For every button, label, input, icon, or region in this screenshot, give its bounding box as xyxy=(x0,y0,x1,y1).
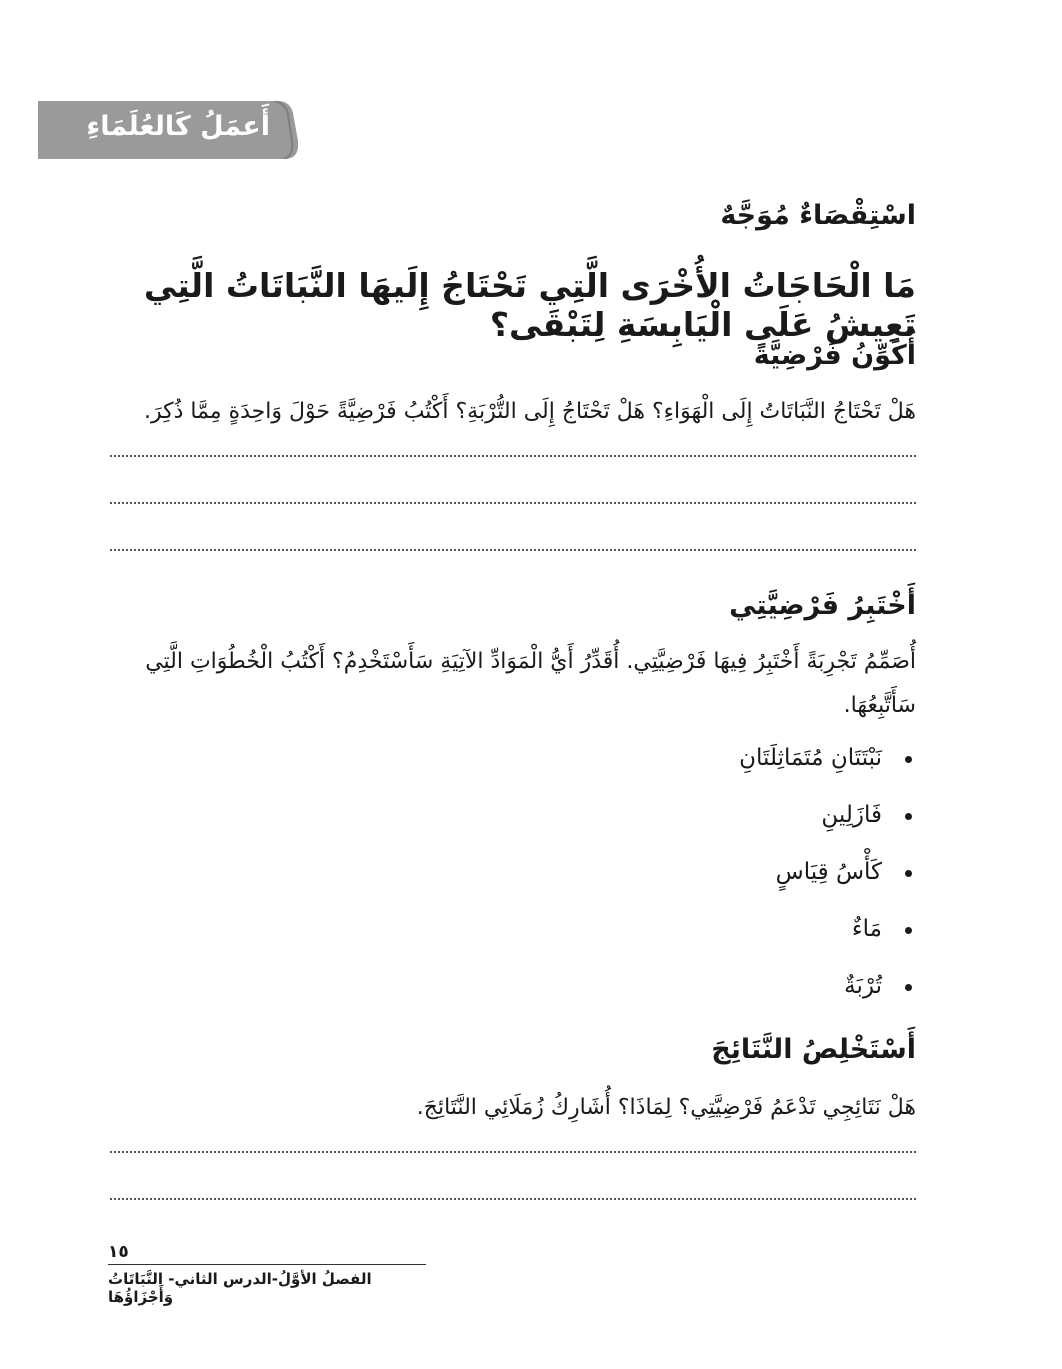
test-heading: أَخْتَبِرُ فَرْضِيَّتِي xyxy=(729,590,916,621)
answer-line-3[interactable] xyxy=(110,549,916,551)
bullet-icon xyxy=(905,756,912,763)
bullet-icon xyxy=(905,927,912,934)
material-item: تُرْبَةٌ xyxy=(739,964,916,1021)
section-banner xyxy=(38,101,298,159)
material-item: مَاءٌ xyxy=(739,907,916,964)
hypothesis-prompt: هَلْ تَحْتَاجُ النَّبَاتَاتُ إِلَى الْهَوَاءِ؟ هَلْ تَحْتَاجُ إِلَى التُّرْبَةِ؟ أَكْتُبُ فَرْضِيَّةً حَوْلَ وَاحِدَةٍ مِمَّا ذُكِرَ. xyxy=(143,399,916,424)
inquiry-question: مَا الْحَاجَاتُ الأُخْرَى الَّتِي تَحْتَاجُ إِلَيهَا النَّبَاتَاتُ الَّتِي تَعِيشُ عَلَى الْيَابِسَةِ لِتَبْقَى؟ xyxy=(143,266,916,344)
answer-line-5[interactable] xyxy=(110,1198,916,1200)
page-number: ١٥ xyxy=(108,1242,129,1262)
footer-divider xyxy=(108,1264,426,1265)
hypothesis-heading: أُكَوِّنُ فَرْضِيَّةً xyxy=(753,340,916,371)
answer-line-2[interactable] xyxy=(110,502,916,504)
material-item: نَبْتَتَانِ مُتَمَاثِلَتَانِ xyxy=(739,736,916,793)
bullet-icon xyxy=(905,870,912,877)
material-item: فَازَلِينِ xyxy=(739,793,916,850)
test-prompt: أُصَمِّمُ تَجْرِبَةً أَخْتَبِرُ فِيهَا فَرْضِيَّتِي. أُقَدِّرُ أَيُّ الْمَوَادِّ الآتِيَةِ سَأَسْتَخْدِمُ؟ أَكْتُبُ الْخُطُوَاتِ الَّتِي سَأَتَّبِعُهَا. xyxy=(145,649,916,718)
bullet-icon xyxy=(905,984,912,991)
bullet-icon xyxy=(905,813,912,820)
banner-title: أَعمَلُ كَالعُلَمَاءِ xyxy=(86,111,270,142)
conclusion-prompt: هَلْ نَتَائِجِي تَدْعَمُ فَرْضِيَّتِي؟ لِمَاذَا؟ أُشَارِكُ زُمَلَائِي النَّتَائِجَ. xyxy=(416,1095,916,1120)
answer-line-4[interactable] xyxy=(110,1151,916,1153)
footer-chapter: الفصلُ الأوَّلُ-الدرس الثاني- النَّبَاتَاتُ وَأَجْزَاؤُهَا xyxy=(108,1270,372,1306)
inquiry-label: اسْتِقْصَاءٌ مُوَجَّهٌ xyxy=(720,200,916,231)
material-item: كَأْسُ قِيَاسٍ xyxy=(739,850,916,907)
answer-line-1[interactable] xyxy=(110,455,916,457)
materials-list xyxy=(739,736,916,1021)
conclusion-heading: أَسْتَخْلِصُ النَّتَائِجَ xyxy=(711,1034,916,1065)
